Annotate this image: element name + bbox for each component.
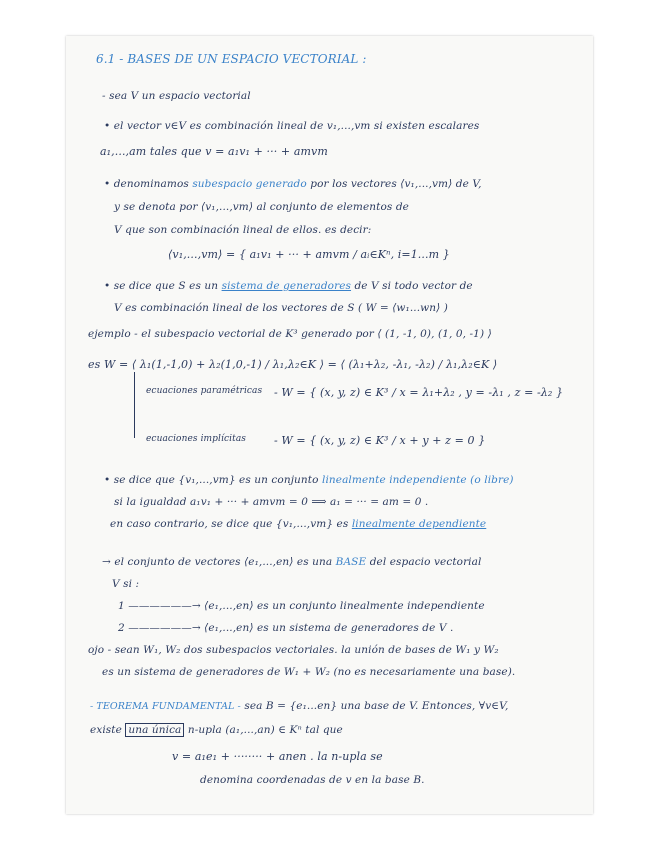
- param-label: ecuaciones paramétricas: [146, 386, 263, 396]
- subespacio-line-2: y se denota por ⟨v₁,...,vm⟩ al conjunto de elementos de: [114, 201, 409, 213]
- independencia-line-3: [110, 518, 486, 530]
- independencia-term: linealmente independiente (o libre): [321, 474, 514, 486]
- subespacio-post: por los vectores ⟨v₁,...,vm⟩ de V,: [310, 178, 482, 190]
- generadores-line-1: [104, 280, 473, 292]
- independencia-l3-term: linealmente dependiente: [351, 518, 487, 530]
- ojo-line-2: es un sistema de generadores de W₁ + W₂ (no es necesariamente una base).: [102, 666, 516, 678]
- teorema-line-3: v = a₁e₁ + ········ + anen . la n-upla se: [172, 750, 383, 763]
- generadores-term: sistema de generadores: [221, 280, 352, 292]
- ejemplo-line-2: es W = ⟨ λ₁(1,-1,0) + λ₂(1,0,-1) / λ₁,λ₂∈K ⟩ = ⟨ (λ₁+λ₂, -λ₁, -λ₂) / λ₁,λ₂∈K ⟩: [88, 358, 498, 371]
- independencia-line-1: [104, 474, 514, 486]
- base-condition-1: 1 ——————→ ⟨e₁,...,en⟩ es un conjunto linealmente independiente: [118, 600, 485, 612]
- subespacio-line-1: [104, 178, 482, 190]
- base-line-2: V si :: [112, 578, 140, 590]
- teorema-l2-pre: existe: [90, 724, 122, 736]
- comb-lin-line-1: • el vector v∈V es combinación lineal de v₁,...,vm si existen escalares: [104, 120, 480, 132]
- ojo-line-1: ojo - sean W₁, W₂ dos subespacios vectoriales. la unión de bases de W₁ y W₂: [88, 644, 499, 656]
- base-pre: → el conjunto de vectores ⟨e₁,...,en⟩ es una: [102, 556, 333, 568]
- param-equation: - W = { (x, y, z) ∈ K³ / x = λ₁+λ₂ , y = -λ₁ , z = -λ₂ }: [274, 386, 564, 399]
- base-condition-2: 2 ——————→ ⟨e₁,...,en⟩ es un sistema de generadores de V .: [118, 622, 454, 634]
- teorema-title: - TEOREMA FUNDAMENTAL -: [90, 701, 241, 712]
- subespacio-line-3: V que son combinación lineal de ellos. es decir:: [114, 224, 372, 236]
- equations-brace: [134, 372, 135, 438]
- subespacio-definition: ⟨v₁,...,vm⟩ = { a₁v₁ + ··· + amvm / aᵢ∈Kⁿ, i=1...m }: [168, 248, 450, 261]
- teorema-line-1: [90, 700, 508, 712]
- teorema-l2-post: n-upla (a₁,...,an) ∈ Kⁿ tal que: [187, 724, 343, 736]
- independencia-l3-pre: en caso contrario, se dice que {v₁,...,vm} es: [110, 518, 349, 530]
- generadores-pre: • se dice que S es un: [104, 280, 219, 292]
- generadores-line-2: V es combinación lineal de los vectores de S ( W = ⟨w₁...wn⟩ ): [114, 302, 448, 314]
- subespacio-term: subespacio generado: [192, 178, 307, 190]
- teorema-line-4: denomina coordenadas de v en la base B.: [200, 774, 425, 786]
- impl-label: ecuaciones implícitas: [146, 434, 247, 444]
- independencia-line-2: si la igualdad a₁v₁ + ··· + amvm = 0 ⟹ a₁ = ··· = am = 0 .: [114, 496, 429, 508]
- intro-line: - sea V un espacio vectorial: [102, 90, 251, 102]
- teorema-post: sea B = {e₁...en} una base de V. Entonces, ∀v∈V,: [244, 700, 509, 712]
- teorema-line-2: [90, 724, 343, 736]
- base-line-1: [102, 556, 481, 568]
- subespacio-pre: • denominamos: [104, 178, 189, 190]
- notebook-page: [66, 36, 593, 814]
- impl-equation: - W = { (x, y, z) ∈ K³ / x + y + z = 0 }: [274, 434, 486, 447]
- ejemplo-line-1: ejemplo - el subespacio vectorial de K³ generado por ⟨ (1, -1, 0), (1, 0, -1) ⟩: [88, 328, 492, 340]
- independencia-pre: • se dice que {v₁,...,vm} es un conjunto: [104, 474, 319, 486]
- comb-lin-line-2: a₁,...,am tales que v = a₁v₁ + ··· + amvm: [100, 145, 328, 158]
- base-term: BASE: [335, 556, 367, 568]
- teorema-l2-box: una única: [125, 723, 184, 737]
- generadores-post: de V si todo vector de: [354, 280, 473, 292]
- base-post: del espacio vectorial: [369, 556, 482, 568]
- section-title: 6.1 - BASES DE UN ESPACIO VECTORIAL :: [96, 52, 367, 66]
